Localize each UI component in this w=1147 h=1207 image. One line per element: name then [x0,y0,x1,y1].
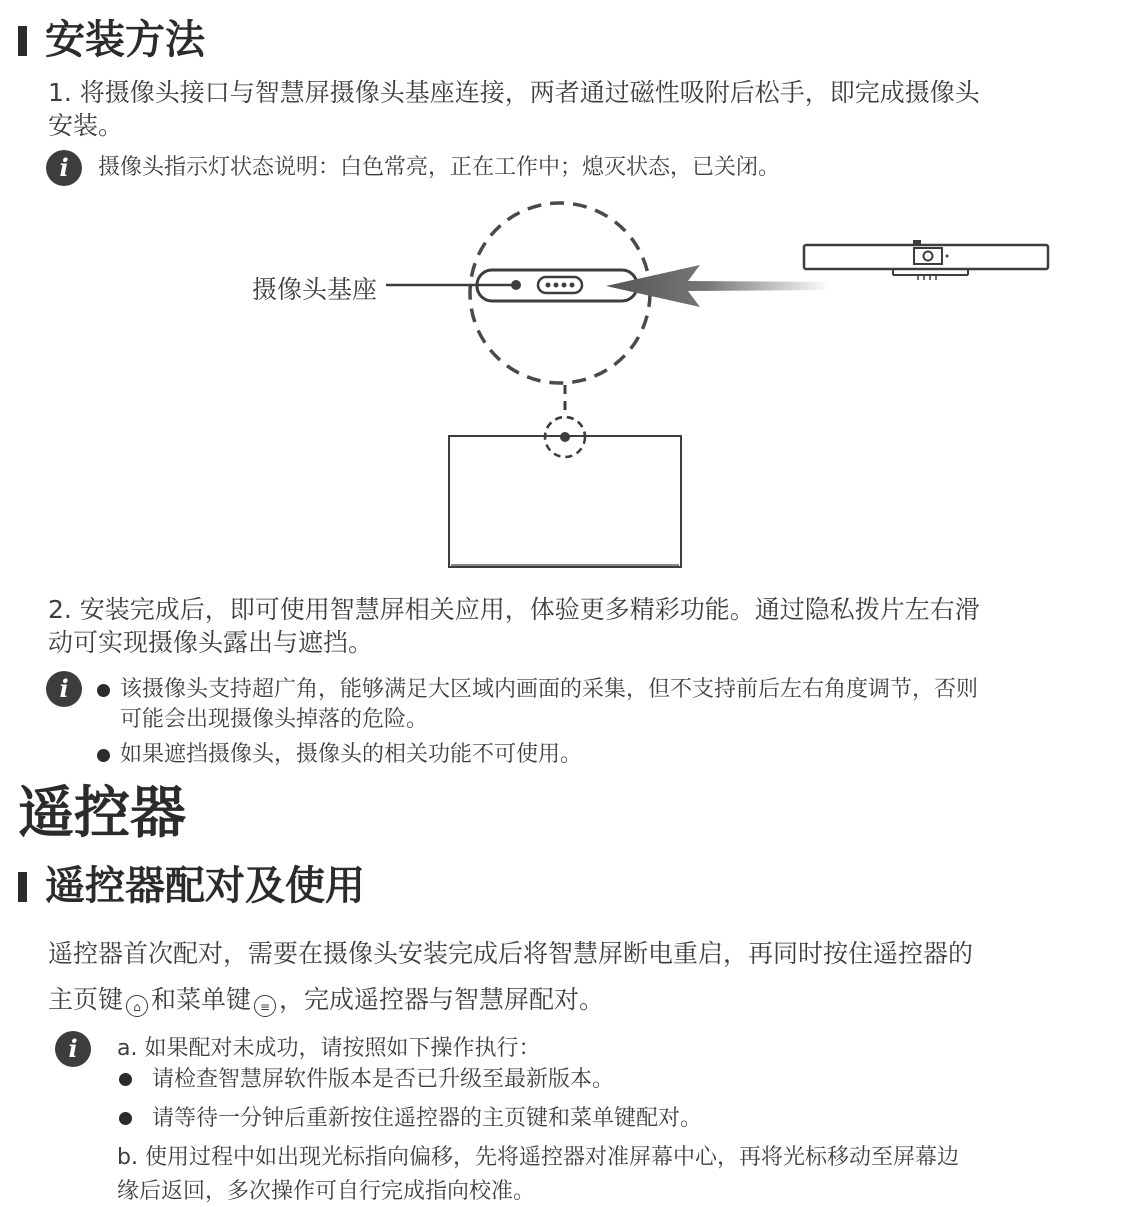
smart-screen [449,436,681,567]
para-text: ，完成遥控器与智慧屏配对。 [279,985,605,1014]
note1-text: 摄像头指示灯状态说明：白色常亮，正在工作中；熄灭状态，已关闭。 [98,155,781,180]
note-a-bullet2: 请等待一分钟后重新按住遥控器的主页键和菜单键配对。 [152,1106,703,1131]
section-heading-remote [18,863,365,909]
step2-line2: 动可实现摄像头露出与遮挡。 [48,628,374,657]
heading-bar [18,872,27,902]
note-a: a. 如果配对未成功，请按照如下操作执行： [117,1036,541,1061]
note-b-line1: b. 使用过程中如出现光标指向偏移，先将遥控器对准屏幕中心，再将光标移动至屏幕边 [117,1145,959,1170]
insert-arrow [606,265,830,307]
info-icon: i [55,1031,91,1067]
bullet-dot [119,1073,132,1086]
remote-para-line2 [48,983,604,1017]
step1-line1: 1. 将摄像头接口与智慧屏摄像头基座连接，两者通过磁性吸附后松手，即完成摄像头 [48,78,980,107]
note2-bullet2: 如果遮挡摄像头，摄像头的相关功能不可使用。 [120,742,583,767]
heading-text: 安装方法 [45,17,205,63]
mount-point-dot [560,432,570,442]
step1-line2: 安装。 [48,111,124,140]
note2-bullet1-line2: 可能会出现摄像头掉落的危险。 [120,707,429,732]
heading-text: 遥控器配对及使用 [45,863,365,909]
info-icon: i [46,150,82,186]
chapter-title-remote: 遥控器 [18,781,186,846]
note2-bullet1-line1: 该摄像头支持超广角，能够满足大区域内画面的采集，但不支持前后左右角度调节，否则 [120,677,979,702]
camera-base-label: 摄像头基座 [252,275,378,304]
note-a-bullet1: 请检查智慧屏软件版本是否已升级至最新版本。 [152,1067,615,1092]
para-text: 主页键 [48,985,124,1014]
bullet-dot [97,684,110,697]
bullet-dot [97,749,110,762]
installation-diagram [0,195,1147,575]
heading-bar [18,26,27,56]
camera-lens [924,252,933,261]
home-key-icon: ⌂ [126,995,148,1017]
section-heading-install [18,17,205,63]
para-text: 和菜单键 [151,985,252,1014]
menu-key-icon: ≡ [254,995,276,1017]
note-b-line2: 缘后返回，多次操作可自行完成指向校准。 [117,1179,536,1204]
step2-line1: 2. 安装完成后，即可使用智慧屏相关应用，体验更多精彩功能。通过隐私拨片左右滑 [48,595,980,624]
info-icon: i [46,671,82,707]
bullet-dot [119,1112,132,1125]
base-dot [511,280,521,290]
remote-para-line1: 遥控器首次配对，需要在摄像头安装完成后将智慧屏断电重启，再同时按住遥控器的 [48,939,974,968]
connector-pins [538,277,582,293]
